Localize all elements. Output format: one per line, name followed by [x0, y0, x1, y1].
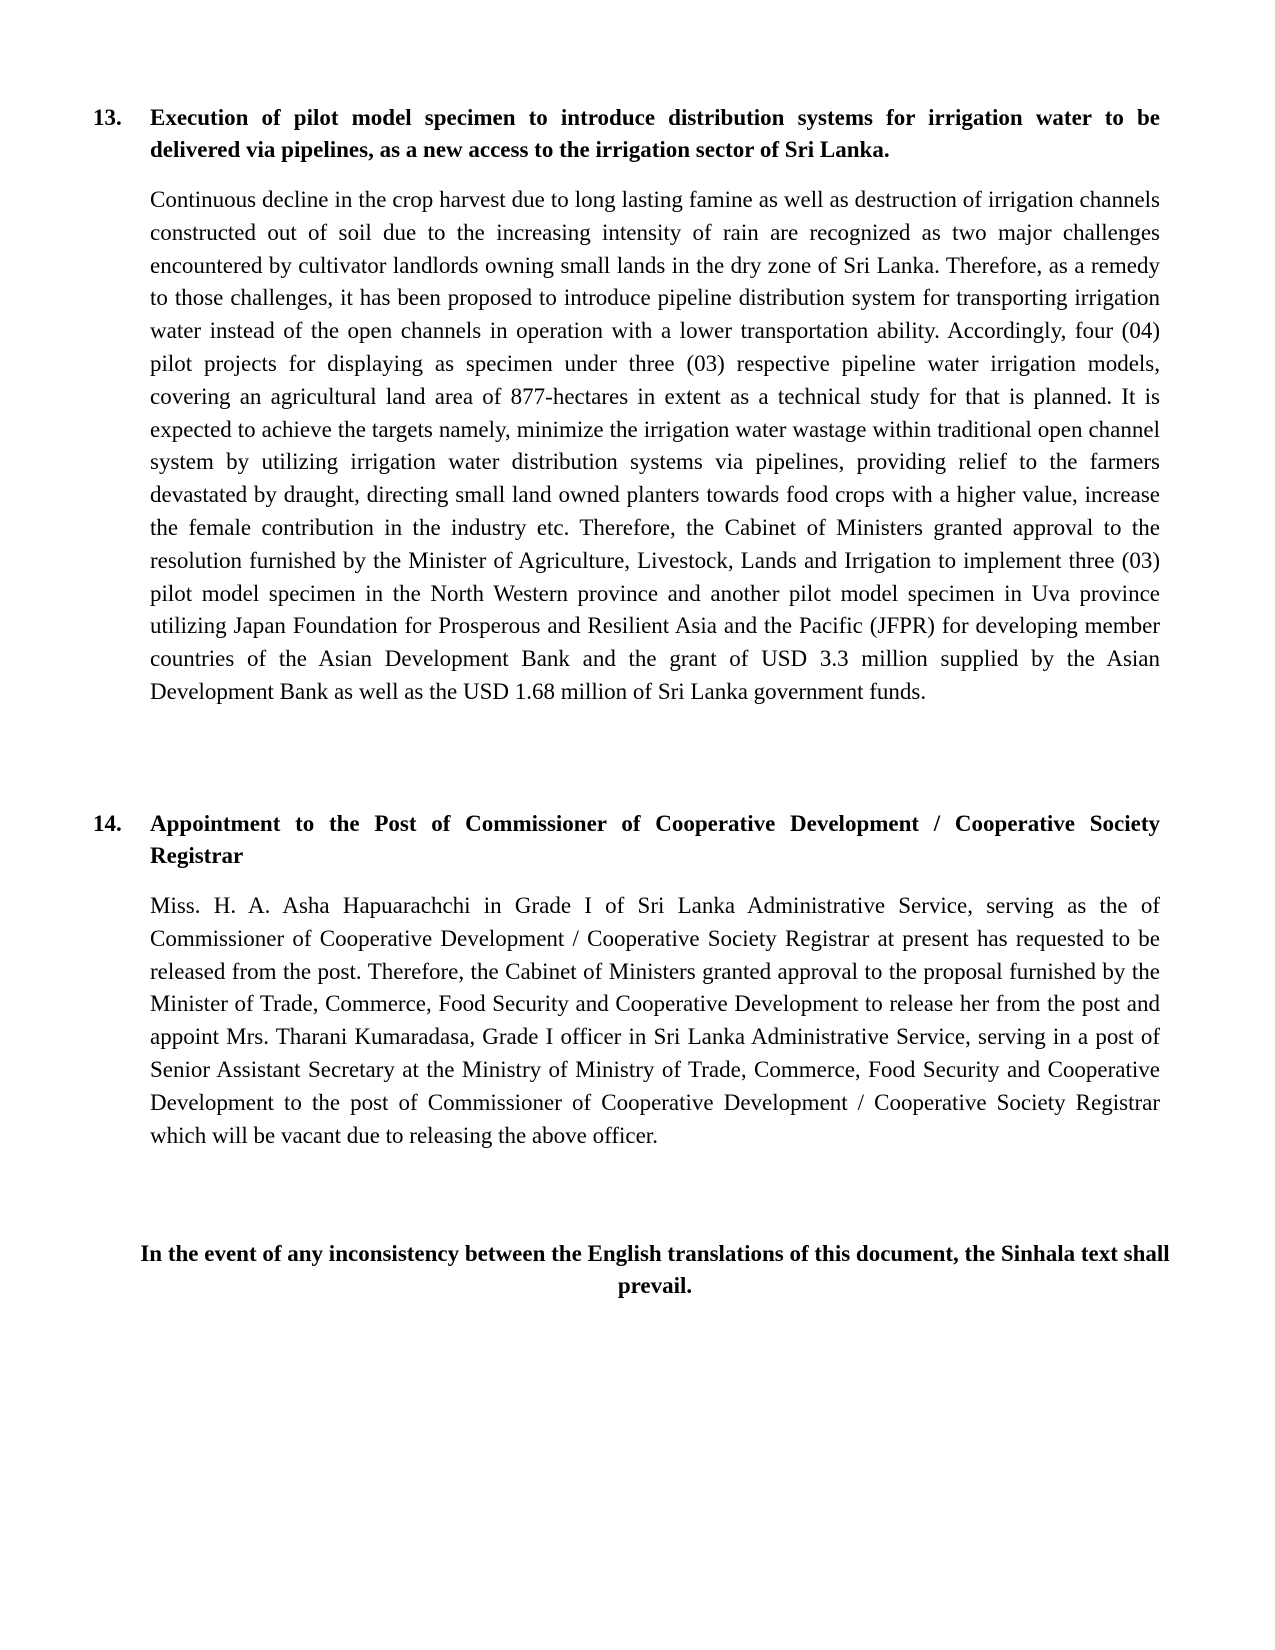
section-body: Continuous decline in the crop harvest due to long lasting famine as well as destruction of irrigation channels constructed out of soil due to the increasing intensity of rain are recognized as two major challenges encountered by cultivator landlords owning small lands in the dry zone of Sri Lanka. Therefore, as a remedy to those challenges, it has been proposed to introduce pipeline distribution system for transporting irrigation water instead of the open channels in operation with a lower transportation ability. Accordingly, four (04) pilot projects for displaying as specimen under three (03) respective pipeline water irrigation models, covering an agricultural land area of 877-hectares in extent as a technical study for that is planned. It is expected to achieve the targets namely, minimize the irrigation water wastage within traditional open channel system by utilizing irrigation water distribution systems via pipelines, providing relief to the farmers devastated by draught, directing small land owned planters towards food crops with a higher value, increase the female contribution in the industry etc. Therefore, the Cabinet of Ministers granted approval to the resolution furnished by the Minister of Agriculture, Livestock, Lands and Irrigation to implement three (03) pilot model specimen in the North Western province and another pilot model specimen in Uva province utilizing Japan Foundation for Prosperous and Resilient Asia and the Pacific (JFPR) for developing member countries of the Asian Development Bank and the grant of USD 3.3 million supplied by the Asian Development Bank as well as the USD 1.68 million of Sri Lanka government funds.	[150, 187, 1160, 704]
section-heading: Execution of pilot model specimen to introduce distribution systems for irrigation water to be delivered via pipelines, as a new access to the irrigation sector of Sri Lanka.	[150, 105, 1160, 162]
section-heading: Appointment to the Post of Commissioner of Cooperative Development / Cooperative Society Registrar	[150, 811, 1160, 868]
section-number: 14.	[93, 811, 122, 836]
section-number: 13.	[93, 105, 122, 130]
translation-disclaimer: In the event of any inconsistency between the English translations of this document, the Sinhala text shall prevail.	[140, 1241, 1170, 1298]
section-body: Miss. H. A. Asha Hapuarachchi in Grade I of Sri Lanka Administrative Service, serving as the of Commissioner of Cooperative Development / Cooperative Society Registrar at present has requested to be released from the post. Therefore, the Cabinet of Ministers granted approval to the proposal furnished by the Minister of Trade, Commerce, Food Security and Cooperative Development to release her from the post and appoint Mrs. Tharani Kumaradasa, Grade I officer in Sri Lanka Administrative Service, serving in a post of Senior Assistant Secretary at the Ministry of Ministry of Trade, Commerce, Food Security and Cooperative Development to the post of Commissioner of Cooperative Development / Cooperative Society Registrar which will be vacant due to releasing the above officer.	[150, 893, 1160, 1148]
